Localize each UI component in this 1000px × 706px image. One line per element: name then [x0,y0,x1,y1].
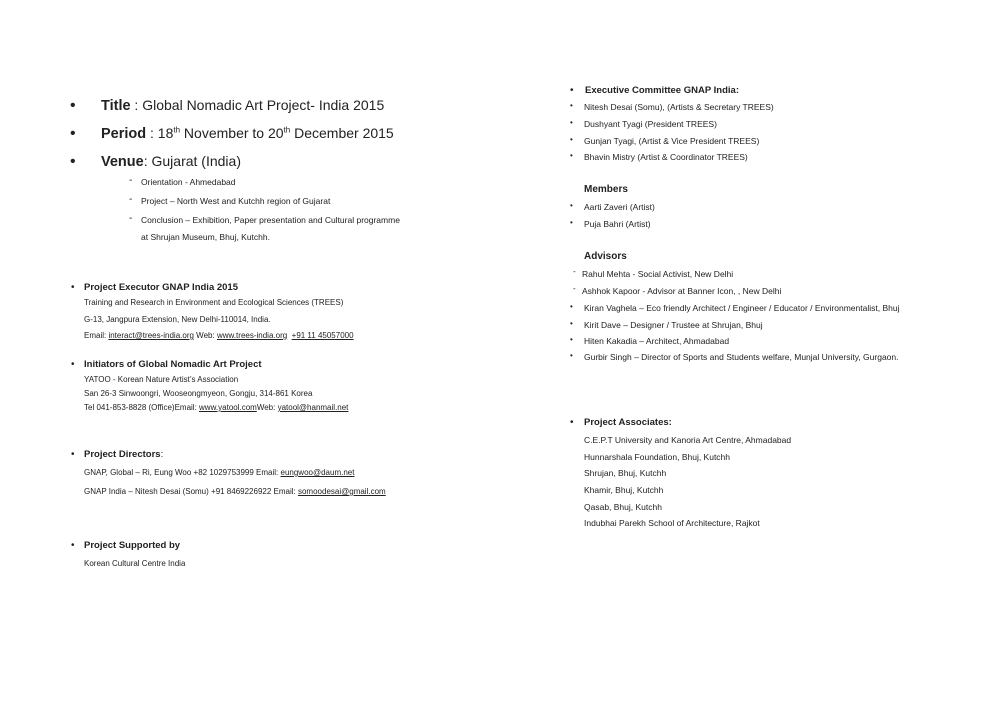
advisor-item: Ashhok Kapoor - Advisor at Banner Icon, , New Delhi [582,286,782,296]
initiators-web-link[interactable]: yatool@hanmail.net [277,403,349,412]
directors-heading-line: Project Directors: [84,449,164,460]
bullet: • [71,282,75,293]
advisor-item: Kirit Dave – Designer / Trustee at Shrujan, Bhuj [584,320,763,330]
executor-web-link[interactable]: www.trees-india.org [216,331,288,340]
venue-value: : Gujarat (India) [143,153,241,169]
initiators-org: YATOO - Korean Nature Artist’s Association [84,375,239,384]
bullet: • [570,85,574,96]
director-email-link[interactable]: somoodesai@gmail.com [297,487,386,496]
associate-item: C.E.P.T University and Kanoria Art Centre, Ahmadabad [584,435,792,445]
bullet: • [70,97,76,114]
supported-heading: Project Supported by [84,540,181,551]
committee-heading: Executive Committee GNAP India: [585,85,739,96]
initiators-heading: Initiators of Global Nomadic Art Project [84,359,262,370]
advisor-item: Hiten Kakadia – Architect, Ahmadabad [584,336,730,346]
associates-heading: Project Associates: [584,417,672,428]
initiators-contact: Tel 041-853-8828 (Office)Email: www.yatool.comWeb: yatool@hanmail.net [84,403,349,412]
advisor-item: Kiran Vaghela – Eco friendly Architect / Engineer / Educator / Environmentalist, Bhuj [584,303,900,313]
venue-item: at Shrujan Museum, Bhuj, Kutchh. [141,232,270,242]
bullet: • [71,359,75,370]
venue-item: Project – North West and Kutchh region of Gujarat [141,196,331,206]
bullet: • [71,540,75,551]
venue-line [101,153,241,170]
venue-label: Venue [101,154,144,170]
associate-item: Qasab, Bhuj, Kutchh [584,502,662,512]
associate-item: Hunnarshala Foundation, Bhuj, Kutchh [584,452,731,462]
committee-item: Gunjan Tyagi, (Artist & Vice President TREES) [584,136,760,146]
title-line [101,97,384,114]
title-value: : Global Nomadic Art Project- India 2015 [130,97,385,113]
bullet: • [71,449,75,460]
director-line: GNAP India – Nitesh Desai (Somu) +91 8469226922 Email: somoodesai@gmail.com [84,487,386,496]
associate-item: Indubhai Parekh School of Architecture, Rajkot [584,518,760,528]
executor-email-link[interactable]: interact@trees-india.org [108,331,194,340]
director-line: GNAP, Global – Ri, Eung Woo +82 1029753999 Email: eungwoo@daum.net [84,468,355,477]
period-label: Period [101,126,147,142]
advisor-item: Rahul Mehta - Social Activist, New Delhi [582,269,734,279]
bullet: • [70,125,76,142]
executor-org: Training and Research in Environment and Ecological Sciences (TREES) [84,298,344,307]
executor-phone: +91 11 45057000 [291,331,354,340]
initiators-email-link[interactable]: www.yatool.com [199,403,257,412]
member-item: Aarti Zaveri (Artist) [584,202,655,212]
period-line: Period : 18th November to 20th December 2015 [101,125,394,142]
venue-item: Conclusion – Exhibition, Paper presentation and Cultural programme [141,215,400,225]
associate-item: Shrujan, Bhuj, Kutchh [584,468,667,478]
director-email-link[interactable]: eungwoo@daum.net [280,468,355,477]
initiators-address: San 26-3 Sinwoongri, Wooseongmyeon, Gongju, 314-861 Korea [84,389,313,398]
committee-item: Nitesh Desai (Somu), (Artists & Secretary TREES) [584,102,774,112]
member-item: Puja Bahri (Artist) [584,219,651,229]
advisor-item: Gurbir Singh – Director of Sports and Students welfare, Munjal University, Gurgaon. [584,352,899,362]
executor-address: G-13, Jangpura Extension, New Delhi-110014, India. [84,315,271,324]
directors-heading: Project Directors [84,449,161,460]
executor-heading: Project Executor GNAP India 2015 [84,282,238,293]
committee-item: Dushyant Tyagi (President TREES) [584,119,717,129]
committee-item: Bhavin Mistry (Artist & Coordinator TREES) [584,152,748,162]
members-heading: Members [584,184,628,195]
supported-line: Korean Cultural Centre India [84,559,186,568]
bullet: • [70,153,76,170]
executor-contact: Email: interact@trees-india.org Web: www.trees-india.org +91 11 45057000 [84,331,354,340]
advisors-heading: Advisors [584,251,627,262]
venue-item: Orientation - Ahmedabad [141,177,236,187]
associate-item: Khamir, Bhuj, Kutchh [584,485,664,495]
bullet: • [570,417,574,428]
title-label: Title [101,98,131,114]
